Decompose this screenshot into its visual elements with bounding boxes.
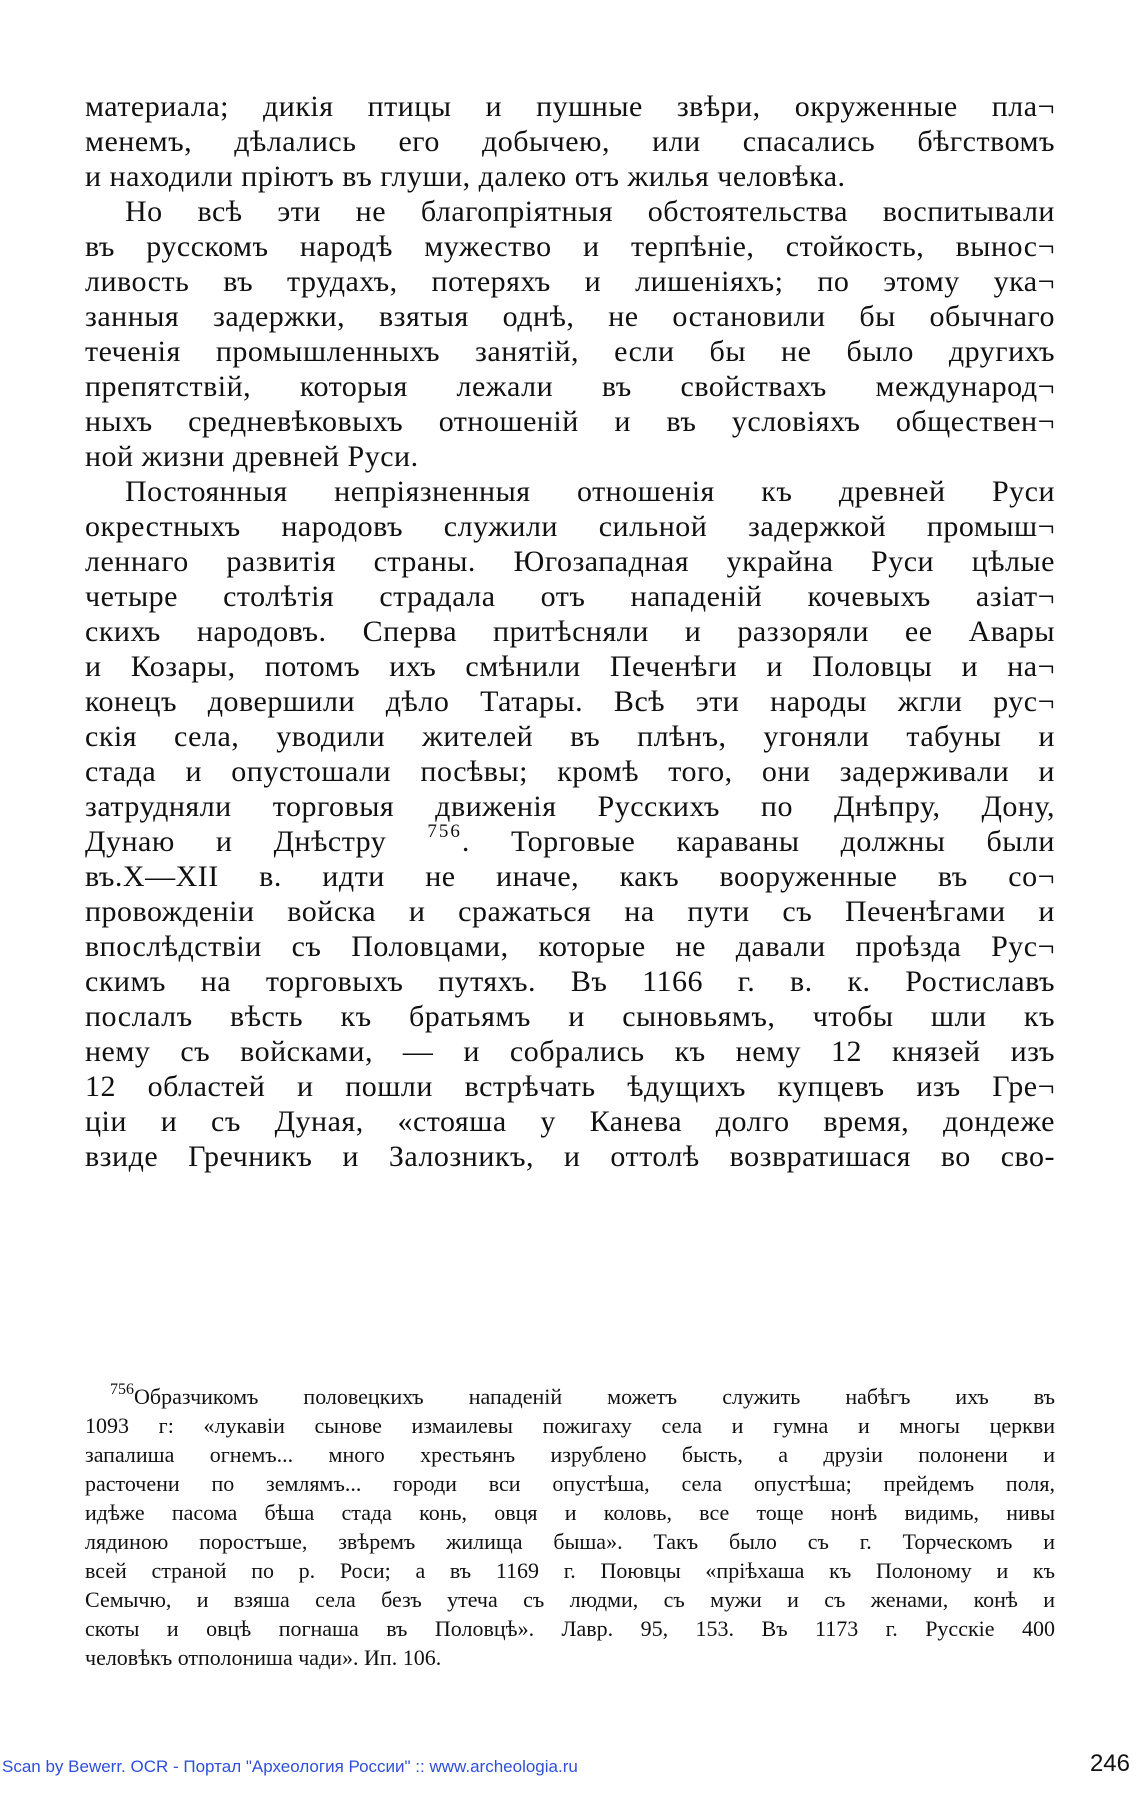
footnote-line: расточени по землямъ... городи вси опустѣша, села опустѣша; прейдемъ поля, <box>85 1471 1055 1496</box>
body-line: въ русскомъ народѣ мужество и терпѣніе, стойкость, вынос¬ <box>85 230 1055 263</box>
body-line: затрудняли торговыя движенія Русскихъ по Днѣпру, Дону, <box>85 790 1055 823</box>
body-line: стада и опустошали посѣвы; кромѣ того, они задерживали и <box>85 755 1055 788</box>
body-line: ціи и съ Дуная, «стояша у Канева долго время, дондеже <box>85 1105 1055 1138</box>
footnote-text: Образчикомъ половецкихъ нападеній можетъ служить набѣгъ ихъ въ <box>134 1384 1055 1409</box>
footnote-line: 1093 г: «лукавіи сынове измаилевы пожигаху села и гумна и многы церкви <box>85 1413 1055 1438</box>
body-line: четыре столѣтія страдала отъ нападеній кочевыхъ азіат¬ <box>85 580 1055 613</box>
body-line: скія села, уводили жителей въ плѣнъ, угоняли табуны и <box>85 720 1055 753</box>
body-line: скихъ народовъ. Сперва притѣсняли и раззоряли ее Авары <box>85 615 1055 648</box>
footnote-ref: 756 <box>427 821 462 842</box>
body-line: теченія промышленныхъ занятій, если бы не было другихъ <box>85 335 1055 368</box>
body-line: ныхъ средневѣковыхъ отношеній и въ условіяхъ обществен¬ <box>85 405 1055 438</box>
body-line: занныя задержки, взятыя однѣ, не остановили бы обычнаго <box>85 300 1055 333</box>
body-line: и Козары, потомъ ихъ смѣнили Печенѣги и Половцы и на¬ <box>85 650 1055 683</box>
body-line: препятствій, которыя лежали въ свойствахъ международ¬ <box>85 370 1055 403</box>
body-line: провожденіи войска и сражаться на пути съ Печенѣгами и <box>85 895 1055 928</box>
body-line: конецъ довершили дѣло Татары. Всѣ эти народы жгли рус¬ <box>85 685 1055 718</box>
body-line-with-footnote-ref <box>85 823 1055 863</box>
page-number: 246 <box>1089 1750 1130 1777</box>
body-line: скимъ на торговыхъ путяхъ. Въ 1166 г. в. к. Ростиславъ <box>85 965 1055 998</box>
body-line: материала; дикія птицы и пушные звѣри, окруженные пла¬ <box>85 90 1055 123</box>
footnote-line: человѣкъ отполониша чади». Ип. 106. <box>85 1645 442 1670</box>
footnote-line: лядиною поростъше, звѣремъ жилища быша». Такъ было съ г. Торческомъ и <box>85 1529 1055 1554</box>
body-line: менемъ, дѣлались его добычею, или спасались бѣгствомъ <box>85 125 1055 158</box>
body-line: Но всѣ эти не благопріятныя обстоятельства воспитывали <box>125 195 1055 228</box>
footnote-number: 756 <box>110 1381 134 1398</box>
footnote-line: Семычю, и взяша села безъ утеча съ людми, съ мужи и съ женами, конѣ и <box>85 1587 1055 1612</box>
body-line: послалъ вѣсть къ братьямъ и сыновьямъ, чтобы шли къ <box>85 1000 1055 1033</box>
body-line: въ.X—XII в. идти не иначе, какъ вооруженные въ со¬ <box>85 860 1055 893</box>
body-line: окрестныхъ народовъ служили сильной задержкой промыш¬ <box>85 510 1055 543</box>
body-line: ной жизни древней Руси. <box>85 440 419 473</box>
body-line: ливость въ трудахъ, потеряхъ и лишеніяхъ; по этому ука¬ <box>85 265 1055 298</box>
body-line: Постоянныя непріязненныя отношенія къ древней Руси <box>125 475 1055 508</box>
body-text: Дунаю и Днѣстру <box>85 825 387 858</box>
footnote-line <box>110 1382 1055 1412</box>
body-line: 12 областей и пошли встрѣчать ѣдущихъ купцевъ изъ Гре¬ <box>85 1070 1055 1103</box>
body-line: и находили пріютъ въ глуши, далеко отъ жилья человѣка. <box>85 160 846 193</box>
footnote-line: идѣже пасома бѣша стада конь, овця и коловь, все тоще нонѣ видимь, нивы <box>85 1500 1055 1525</box>
body-line: леннаго развитія страны. Югозападная украйна Руси цѣлые <box>85 545 1055 578</box>
body-line: взиде Гречникъ и Залозникъ, и оттолѣ возвратишася во сво- <box>85 1140 1055 1173</box>
scan-credit: Scan by Bewerr. OCR - Портал "Археология России" :: www.archeologia.ru <box>2 1757 578 1776</box>
footnote-line: скоты и овцѣ погнаша въ Половцѣ». Лавр. 95, 153. Въ 1173 г. Русскіе 400 <box>85 1616 1055 1641</box>
footnote-line: всей страной по р. Роси; а въ 1169 г. Поювцы «пріѣхаша къ Полоному и къ <box>85 1558 1055 1583</box>
footnote-line: запалиша огнемъ... много хрестьянъ изрублено бысть, а друзіи полонени и <box>85 1442 1055 1467</box>
body-text: . Торговые караваны должны были <box>461 825 1055 858</box>
body-line: впослѣдствіи съ Половцами, которые не давали проѣзда Рус¬ <box>85 930 1055 963</box>
body-line: нему съ войсками, — и собрались къ нему 12 князей изъ <box>85 1035 1055 1068</box>
